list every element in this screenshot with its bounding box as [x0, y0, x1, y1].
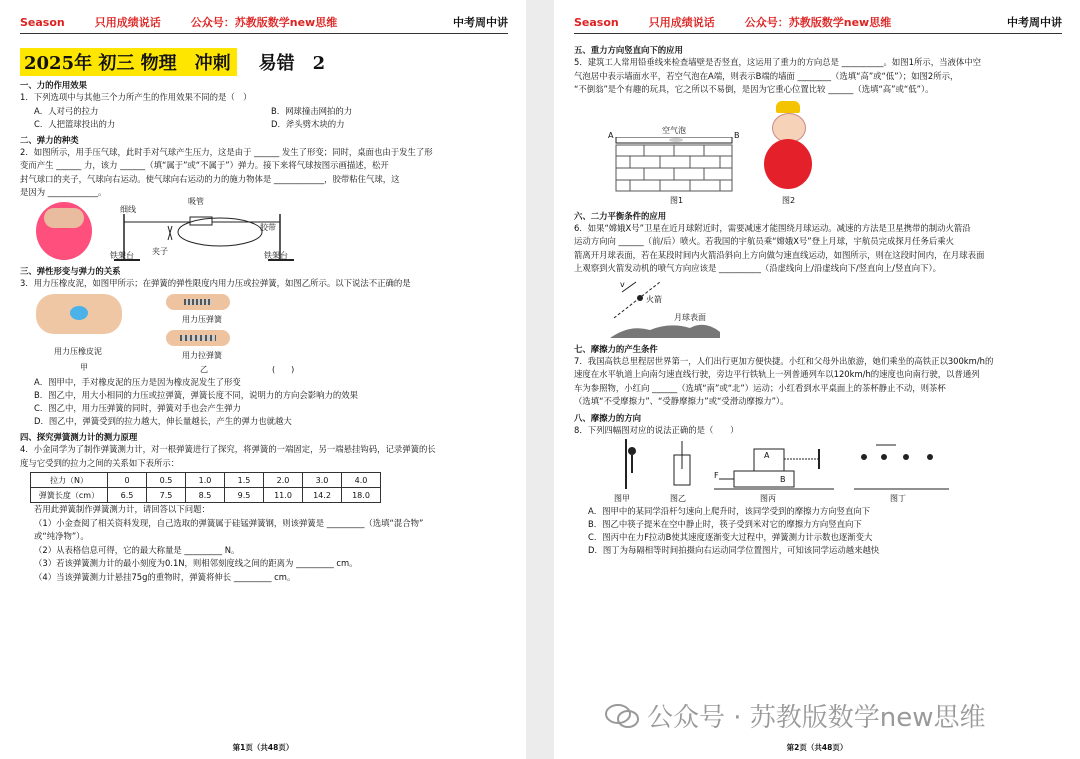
title-main: 2025年 初三 物理 冲刺: [20, 48, 237, 76]
section-6: 六、二力平衡条件的应用: [574, 210, 667, 221]
motto: 只用成绩说话: [648, 16, 715, 29]
table-row: 拉力（N） 0 0.5 1.0 1.5 2.0 3.0 4.0: [31, 473, 381, 488]
section-5: 五、重力方向竖直向下的应用: [574, 45, 683, 55]
option: A．图甲中，手对橡皮泥的压力是因为橡皮泥发生了形变: [34, 377, 241, 387]
label-press-spring: 用力压弹簧: [182, 315, 222, 324]
question-8: 8．下列四幅图对应的说法正确的是（ ）: [574, 424, 739, 435]
question-5: 5．建筑工人常用铅垂线来检查墙壁是否竖直，这运用了重力的方向总是 __________。如图1所示，当液体中空 气泡居中表示墙面水平，若空气泡在A端，则表示B端的墙面 ________（选填“高”或“低”）；如图2所示， “不倒翁”是个有趣的玩具，它之所以不易倒，是因为它重心位置比较 ______（选填“高”或“低”）。: [574, 57, 981, 94]
option: B．图乙中，用大小相同的力压或拉弹簧，弹簧长度不同，说明力的方向会影响力的效果: [34, 390, 358, 400]
rocket-diagram: [610, 278, 720, 338]
section-3: 三、弹性形变与弹力的关系: [20, 265, 121, 276]
label-fig-jia: 图甲: [614, 494, 630, 503]
page-header: [20, 14, 508, 34]
page-1: [0, 0, 526, 759]
balloon-hand-image: [36, 202, 92, 260]
label-yi: 乙: [200, 365, 208, 374]
pull-spring-image: [166, 330, 230, 346]
label-fig2: 图2: [782, 195, 796, 205]
option: D．斧头劈木块的力: [271, 118, 345, 129]
label-bubble: 空气泡: [662, 125, 686, 135]
tumbler-toy-image: [762, 101, 814, 191]
page-2: [554, 0, 1080, 759]
page-footer: 第1页（共48页）: [232, 743, 294, 752]
option: A．图甲中的某同学沿杆匀速向上爬升时，该同学受到的摩擦力方向竖直向下: [588, 506, 871, 516]
question-4: 4．小金同学为了制作弹簧测力计，对一根弹簧进行了探究，将弹簧的一端固定，另一端悬挂钩码，记录弹簧的长 度与它受到的拉力之间的关系如下表所示：: [20, 444, 436, 468]
motto: 只用成绩说话: [94, 16, 161, 29]
section-4: 四、探究弹簧测力计的测力原理: [20, 432, 138, 442]
question-3: 3．用力压橡皮泥，如图甲所示；在弹簧的弹性限度内用力压或拉弹簧，如图乙所示。以下说法不正确的是: [20, 277, 411, 288]
option: C．图乙中，用力压弹簧的同时，弹簧对手也会产生弹力: [34, 403, 241, 413]
label-fig-yi: 图乙: [670, 494, 686, 503]
question-2: 2．如图所示，用手压气球，此时手对气球产生压力，这是由于 ______ 发生了形变；同时，桌面也由于发生了形 变而产生 ______ 力，该力 ______（填“属于”或“不属于”）弹力。接下来将气球按图示画描述，松开 封气球口的夹子，气球向右运动。使气球向右运动的力的施力物体是 ____________，胶带粘住气球，这 是因为 ____________。: [20, 146, 433, 197]
wechat-icon: [605, 703, 639, 729]
account-name: 公众号：苏教版数学new思维: [744, 16, 892, 29]
header-right: 中考周中讲: [453, 16, 508, 29]
watermark-text: 公众号 · 苏教版数学new思维: [647, 703, 986, 733]
season-label: Season: [574, 15, 619, 29]
option: C．图丙中在力F拉动B使其速度逐渐变大过程中，弹簧测力计示数也逐渐变大: [588, 532, 873, 542]
section-1: 一、力的作用效果: [20, 80, 87, 90]
label-a: A: [608, 130, 614, 140]
label-fig-bing: 图丙: [760, 494, 776, 503]
option: A．人对弓的拉力: [34, 105, 99, 116]
account-name: 公众号：苏教版数学new思维: [190, 16, 338, 29]
brick-wall-diagram: [614, 137, 740, 193]
label-stand-right: 铁架台: [264, 250, 288, 260]
label-fig1: 图1: [670, 195, 684, 205]
section-2: 二、弹力的种类: [20, 134, 79, 145]
question-4-subparts: 若用此弹簧制作弹簧测力计，请回答以下问题： （1）小金查阅了相关资料发现，自己选取的弹簧属于硅锰弹簧钢，则该弹簧是 _________（选填“混合物” 或“纯净物”）。 （2）从表格信息可得，它的最大称量是 _________ N。 （3）若该弹簧测力计的最小刻度为0.1N，则相邻刻度线之间的距离为 _________ cm。 （4）当该弹簧测力计悬挂75g的重物时，弹簧将伸长 _________ cm。: [34, 504, 424, 582]
label-velocity: v: [620, 279, 625, 289]
answer-paren: ( ): [272, 365, 295, 374]
question-6: 6．如果“嫦娥X号”卫星在近月球附近时，需要减速才能围绕月球运动。减速的方法是卫星携带的制动火箭沿 运动方向向 ______（前/后）喷火。若我国的宇航员乘“嫦娥X号”登上月球，宇航员完成探月任务后乘火 箭离开月球表面，若在某段时间内火箭沿斜向上方向做匀速直线运动，如图所示，则在这段时间内，在月球表面 上观察到火箭发动机的喷气方向应该是 __________（沿虚线向上/沿虚线向下/竖直向上/竖直向下）。: [574, 222, 985, 273]
table-row: 弹簧长度（cm） 6.5 7.5 8.5 9.5 11.0 14.2 18.0: [31, 488, 381, 503]
label-fig-ding: 图丁: [890, 494, 906, 503]
section-7: 七、摩擦力的产生条件: [574, 343, 658, 354]
figure-rocket: [574, 276, 1062, 340]
option: D．图乙中，弹簧受到的拉力越大，伸长量越长，产生的弹力也就越大: [34, 416, 292, 426]
page-header: [574, 14, 1062, 34]
label-block-a: A: [764, 451, 770, 460]
question-1-options: [20, 105, 508, 131]
label-tube: 吸管: [188, 196, 204, 206]
label-block-b: B: [780, 475, 786, 484]
label-stand-left: 铁架台: [110, 250, 134, 260]
option: C．人把篮球投出的力: [34, 118, 116, 129]
friction-diagrams: [614, 439, 954, 493]
option: D．图丁为每隔相等时间拍摄向右运动同学位置图片，可知该同学运动越来越快: [588, 545, 880, 555]
press-spring-image: [166, 294, 230, 310]
page-footer: 第2页（共48页）: [786, 743, 848, 752]
question-1: 1．下列选项中与其他三个力所产生的作用效果不同的是（ ）: [20, 92, 252, 102]
question-8-options: [574, 505, 1062, 557]
label-string: 细线: [120, 204, 136, 214]
label-clip: 夹子: [152, 246, 168, 256]
figure-spring: [20, 290, 508, 376]
label-b: B: [734, 130, 740, 140]
label-tape: 胶带: [260, 222, 276, 232]
label-force-f: F: [714, 471, 719, 480]
figure-level-tumbler: [574, 97, 1062, 207]
option: B．图乙中筷子提米在空中静止时，筷子受到米对它的摩擦力方向竖直向下: [588, 519, 862, 529]
section-8: 八、摩擦力的方向: [574, 412, 641, 423]
season-label: Season: [20, 15, 65, 29]
watermark: [605, 697, 986, 734]
clay-hands-image: [36, 294, 122, 334]
spring-data-table: [30, 472, 381, 503]
title-sub: 易错 2: [258, 53, 326, 74]
figure-friction: [574, 437, 1062, 505]
page-title: [20, 48, 508, 76]
question-7: 7．我国高铁总里程居世界第一，人们出行更加方便快捷。小红和父母外出旅游，她们乘坐的高铁正以300km/h的 速度在水平轨道上向南匀速直线行驶，旁边平行铁轨上一列普通列车以120km/h的速度也向南行驶，以普通列 车为参照物，小红向 ______（选填“南”或“北”）运动；小红看到水平桌面上的茶杯静止不动，则茶杯 （选填“不受摩擦力”、“受静摩擦力”或“受滑动摩擦力”）。: [574, 355, 994, 406]
header-right: 中考周中讲: [1007, 16, 1062, 29]
question-3-options: [20, 376, 508, 428]
figure-balloon: [20, 196, 508, 262]
label-jia: 甲: [80, 363, 88, 372]
label-rocket: 火箭: [646, 294, 662, 304]
label-press-clay: 用力压橡皮泥: [54, 347, 102, 356]
option: B．网球撞击网拍的力: [271, 105, 353, 116]
label-moon-surface: 月球表面: [674, 312, 706, 322]
label-pull-spring: 用力拉弹簧: [182, 351, 222, 360]
